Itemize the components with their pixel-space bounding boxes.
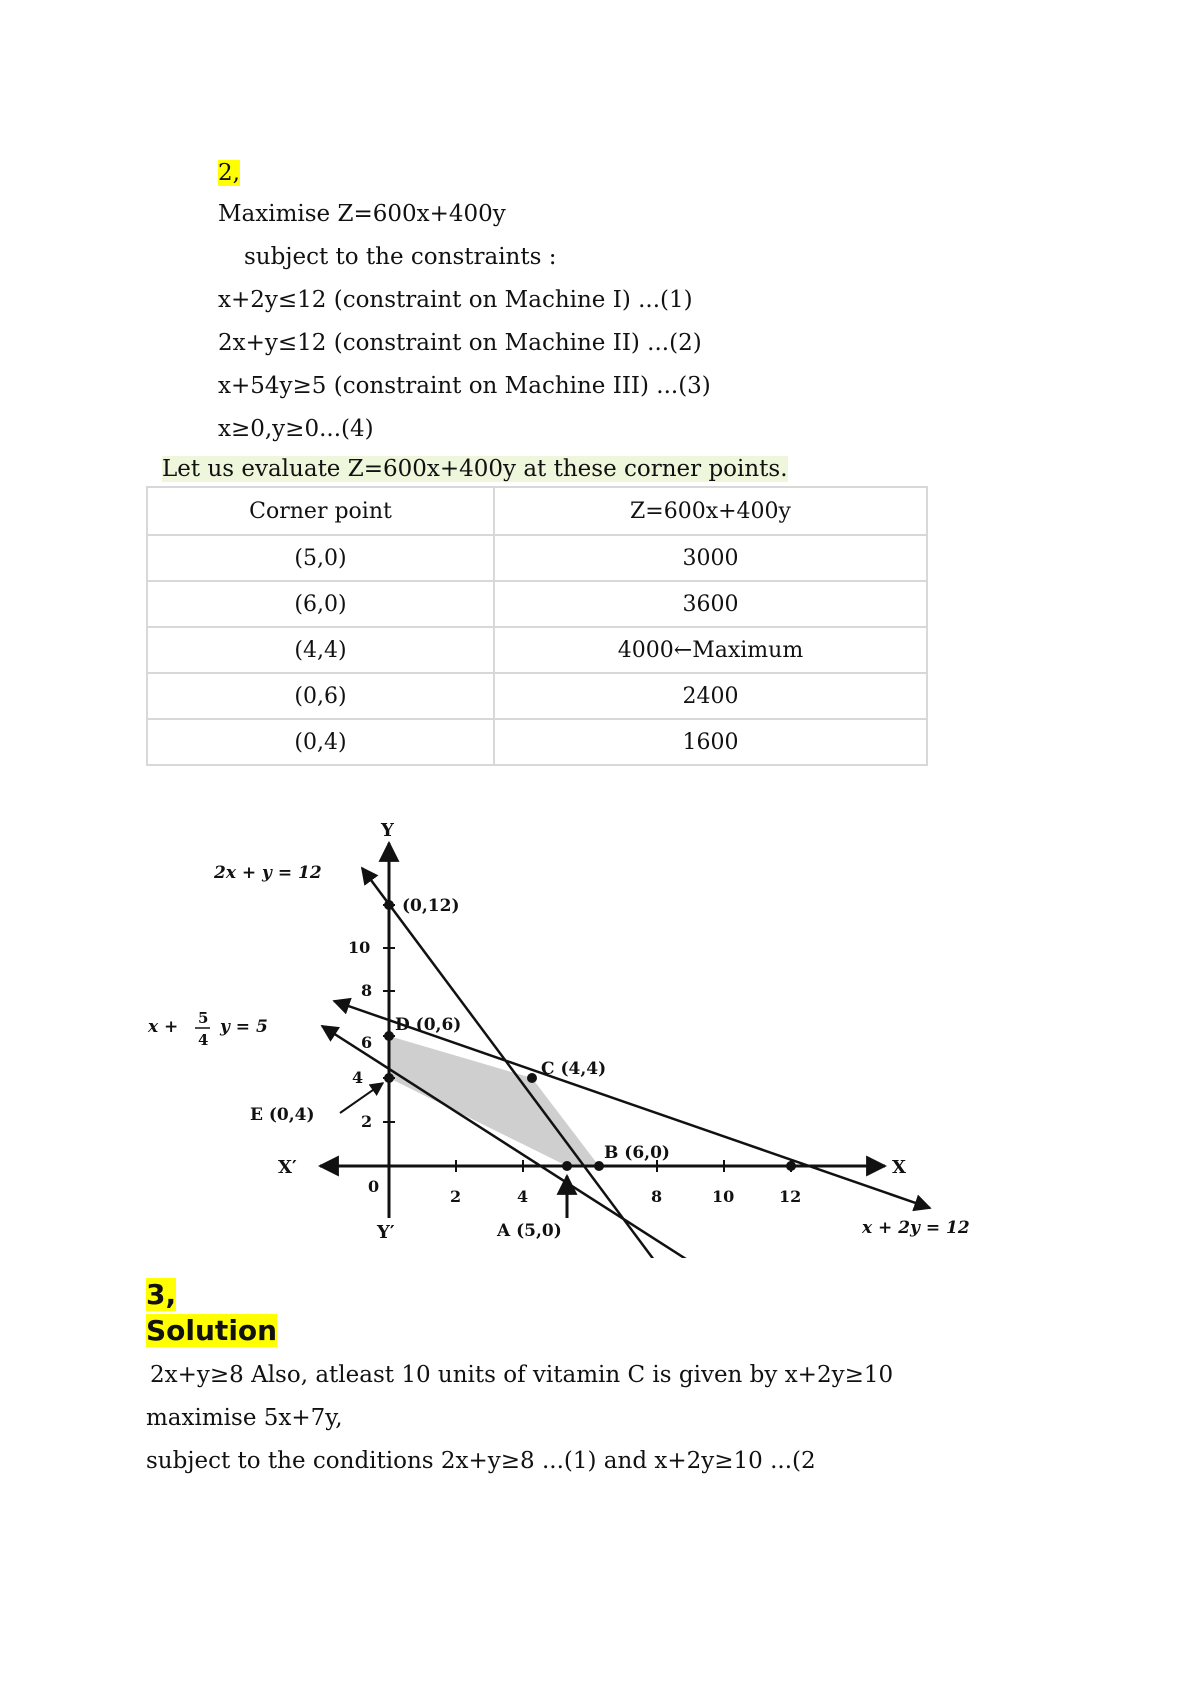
point-label-a: A (5,0) [497,1221,562,1241]
solution-line-2: maximise 5x+7y, [146,1405,343,1431]
constraint-4: x≥0,y≥0...(4) [218,416,374,442]
x-tick-label: 4 [517,1187,529,1206]
table-row [147,719,927,765]
question-number [218,160,240,186]
y-tick-label: 2 [361,1112,373,1131]
x-neg-axis-label: X′ [278,1157,297,1178]
line-label-fraction-num: 5 [198,1009,209,1027]
table-row [147,627,927,673]
point-label-top: (0,12) [402,896,460,916]
constraints-intro: subject to the constraints : [244,244,557,270]
x-tick-label: 10 [712,1187,735,1206]
corner-point-cell: (0,4) [147,719,494,765]
z-value-cell: 1600 [494,719,927,765]
point-label-d: D (0,6) [395,1015,462,1035]
y-tick-label: 4 [352,1068,364,1087]
point-label-c: C (4,4) [541,1059,607,1079]
corner-dots [384,900,796,1171]
x-axis-label: X [892,1157,906,1178]
header-corner-point: Corner point [147,487,494,535]
z-value-cell: 3600 [494,581,927,627]
table-row [147,581,927,627]
solution-heading [146,1314,277,1348]
point-top-dot [384,900,394,910]
corner-point-cell: (5,0) [147,535,494,581]
constraint-1: x+2y≤12 (constraint on Machine I) ...(1) [218,287,693,313]
constraint-3: x+54y≥5 (constraint on Machine III) ...(3) [218,373,711,399]
line-label-y-part: y = 5 [220,1017,268,1037]
header-z-value: Z=600x+400y [494,487,927,535]
origin-label: 0 [368,1177,380,1196]
corner-point-cell: (0,6) [147,673,494,719]
y-neg-axis-label: Y′ [377,1222,395,1243]
z-value-cell: 4000←Maximum [494,627,927,673]
point-label-b: B (6,0) [604,1143,670,1163]
point-d-dot [384,1031,394,1041]
constraint-2: 2x+y≤12 (constraint on Machine II) ...(2) [218,330,702,356]
question-3-number-label: 3, [146,1278,177,1311]
solution-line-1: 2x+y≥8 Also, atleast 10 units of vitamin C is given by x+2y≥10 [150,1362,894,1388]
e-pointer-arrow [340,1083,383,1113]
question-3-number [146,1278,176,1312]
table-row [147,673,927,719]
point-a-dot [562,1161,572,1171]
point-e-dot [384,1073,394,1083]
solution-line-3: subject to the conditions 2x+y≥8 ...(1) and x+2y≥10 ...(2 [146,1448,816,1474]
x-tick-label: 8 [651,1187,663,1206]
x-tick-label: 2 [450,1187,462,1206]
table-row [147,535,927,581]
y-tick-label: 10 [348,938,371,957]
point-x-intercept-dot [786,1161,796,1171]
line-label-x-2y: x + 2y = 12 [862,1218,970,1238]
line-label-x-5-4-y [147,1009,268,1049]
objective-function: Maximise Z=600x+400y [218,201,506,227]
table-header-row [147,487,927,535]
line-label-2x-y: 2x + y = 12 [214,863,322,883]
y-axis-label: Y [381,820,394,841]
corner-point-cell: (6,0) [147,581,494,627]
point-c-dot [527,1073,537,1083]
question-number-label: 2, [218,160,240,186]
line-label-fraction-den: 4 [198,1031,209,1049]
point-label-e: E (0,4) [250,1105,315,1125]
feasible-region-graph [140,808,1020,1258]
y-tick-label: 6 [361,1033,373,1052]
x-tick-label: 12 [779,1187,802,1206]
solution-heading-label: Solution [146,1314,278,1347]
line-label-x-part: x + [148,1017,179,1037]
y-tick-label: 8 [361,981,373,1000]
z-value-cell: 2400 [494,673,927,719]
corner-point-cell: (4,4) [147,627,494,673]
evaluate-note: Let us evaluate Z=600x+400y at these corner points. [162,456,788,482]
z-value-cell: 3000 [494,535,927,581]
point-b-dot [594,1161,604,1171]
corner-point-table [146,486,928,766]
